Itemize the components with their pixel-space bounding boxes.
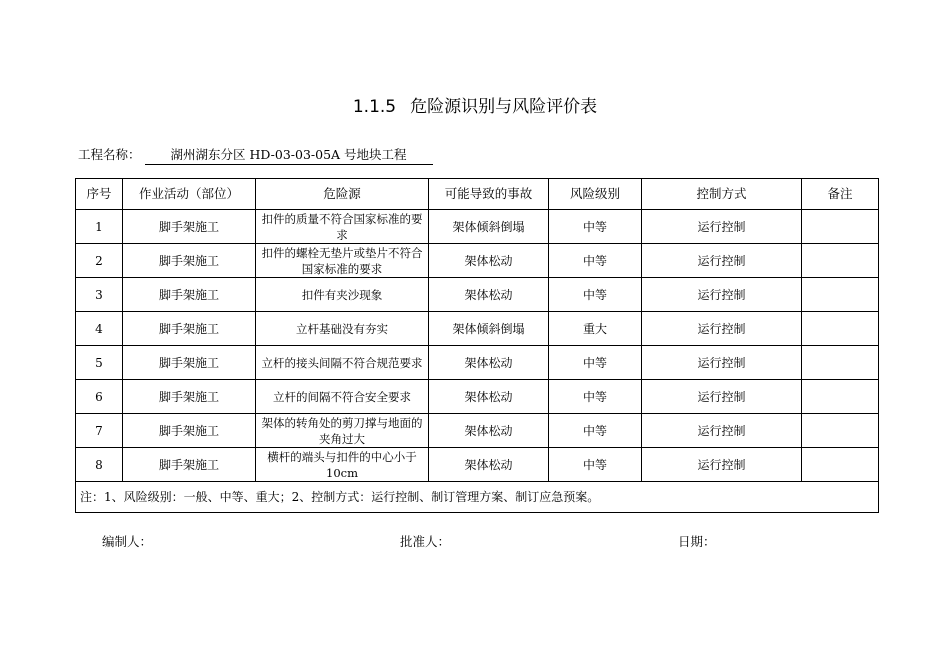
cell-hazard: 扣件的螺栓无垫片或垫片不符合国家标准的要求 xyxy=(256,244,429,278)
table-row xyxy=(76,278,879,312)
header-activity: 作业活动（部位） xyxy=(123,179,256,210)
cell-accident: 架体松动 xyxy=(429,448,549,482)
cell-remark xyxy=(802,244,879,278)
cell-control: 运行控制 xyxy=(642,380,802,414)
project-label: 工程名称： xyxy=(78,147,141,162)
cell-remark xyxy=(802,380,879,414)
cell-no: 5 xyxy=(76,346,123,380)
cell-activity: 脚手架施工 xyxy=(123,346,256,380)
header-control: 控制方式 xyxy=(642,179,802,210)
cell-control: 运行控制 xyxy=(642,312,802,346)
cell-level: 中等 xyxy=(549,448,642,482)
cell-accident: 架体松动 xyxy=(429,278,549,312)
cell-control: 运行控制 xyxy=(642,448,802,482)
cell-control: 运行控制 xyxy=(642,414,802,448)
cell-accident: 架体松动 xyxy=(429,346,549,380)
cell-remark xyxy=(802,210,879,244)
title-number: 1.1.5 xyxy=(352,97,397,117)
cell-hazard: 架体的转角处的剪刀撑与地面的夹角过大 xyxy=(256,414,429,448)
cell-no: 8 xyxy=(76,448,123,482)
cell-hazard: 扣件的质量不符合国家标准的要求 xyxy=(256,210,429,244)
cell-remark xyxy=(802,414,879,448)
table-row xyxy=(76,414,879,448)
cell-hazard: 立杆基础没有夯实 xyxy=(256,312,429,346)
title-text: 危险源识别与风险评价表 xyxy=(410,97,598,117)
table-note: 注：1、风险级别：一般、中等、重大；2、控制方式：运行控制、制订管理方案、制订应急预案。 xyxy=(76,482,879,513)
header-no: 序号 xyxy=(76,179,123,210)
cell-no: 6 xyxy=(76,380,123,414)
cell-activity: 脚手架施工 xyxy=(123,414,256,448)
cell-control: 运行控制 xyxy=(642,278,802,312)
cell-no: 2 xyxy=(76,244,123,278)
cell-activity: 脚手架施工 xyxy=(123,312,256,346)
cell-no: 7 xyxy=(76,414,123,448)
cell-hazard: 立杆的接头间隔不符合规范要求 xyxy=(256,346,429,380)
cell-no: 1 xyxy=(76,210,123,244)
table-row xyxy=(76,210,879,244)
cell-control: 运行控制 xyxy=(642,244,802,278)
cell-control: 运行控制 xyxy=(642,346,802,380)
table-header-row xyxy=(76,179,879,210)
table-row xyxy=(76,448,879,482)
compiler-label: 编制人： xyxy=(102,534,153,549)
cell-level: 重大 xyxy=(549,312,642,346)
cell-level: 中等 xyxy=(549,380,642,414)
cell-no: 3 xyxy=(76,278,123,312)
header-accident: 可能导致的事故 xyxy=(429,179,549,210)
table-row xyxy=(76,312,879,346)
cell-remark xyxy=(802,312,879,346)
table-row xyxy=(76,380,879,414)
cell-activity: 脚手架施工 xyxy=(123,278,256,312)
table-row xyxy=(76,346,879,380)
project-name xyxy=(78,145,433,165)
cell-no: 4 xyxy=(76,312,123,346)
cell-hazard: 横杆的端头与扣件的中心小于 10cm xyxy=(256,448,429,482)
cell-level: 中等 xyxy=(549,244,642,278)
cell-level: 中等 xyxy=(549,210,642,244)
cell-accident: 架体倾斜倒塌 xyxy=(429,312,549,346)
cell-accident: 架体倾斜倒塌 xyxy=(429,210,549,244)
cell-activity: 脚手架施工 xyxy=(123,210,256,244)
cell-level: 中等 xyxy=(549,414,642,448)
header-remark: 备注 xyxy=(802,179,879,210)
note-row xyxy=(76,482,879,513)
cell-accident: 架体松动 xyxy=(429,414,549,448)
page-title xyxy=(0,92,950,117)
cell-level: 中等 xyxy=(549,278,642,312)
hazard-table xyxy=(75,178,879,513)
cell-remark xyxy=(802,346,879,380)
cell-accident: 架体松动 xyxy=(429,380,549,414)
cell-hazard: 立杆的间隔不符合安全要求 xyxy=(256,380,429,414)
cell-activity: 脚手架施工 xyxy=(123,244,256,278)
project-value: 湖州湖东分区 HD-03-03-05A 号地块工程 xyxy=(145,145,433,165)
cell-accident: 架体松动 xyxy=(429,244,549,278)
cell-control: 运行控制 xyxy=(642,210,802,244)
approver-label: 批准人： xyxy=(400,534,451,549)
table-row xyxy=(76,244,879,278)
cell-level: 中等 xyxy=(549,346,642,380)
cell-hazard: 扣件有夹沙现象 xyxy=(256,278,429,312)
header-level: 风险级别 xyxy=(549,179,642,210)
cell-remark xyxy=(802,448,879,482)
date-label: 日期： xyxy=(678,534,716,549)
cell-activity: 脚手架施工 xyxy=(123,380,256,414)
cell-remark xyxy=(802,278,879,312)
cell-activity: 脚手架施工 xyxy=(123,448,256,482)
header-hazard: 危险源 xyxy=(256,179,429,210)
